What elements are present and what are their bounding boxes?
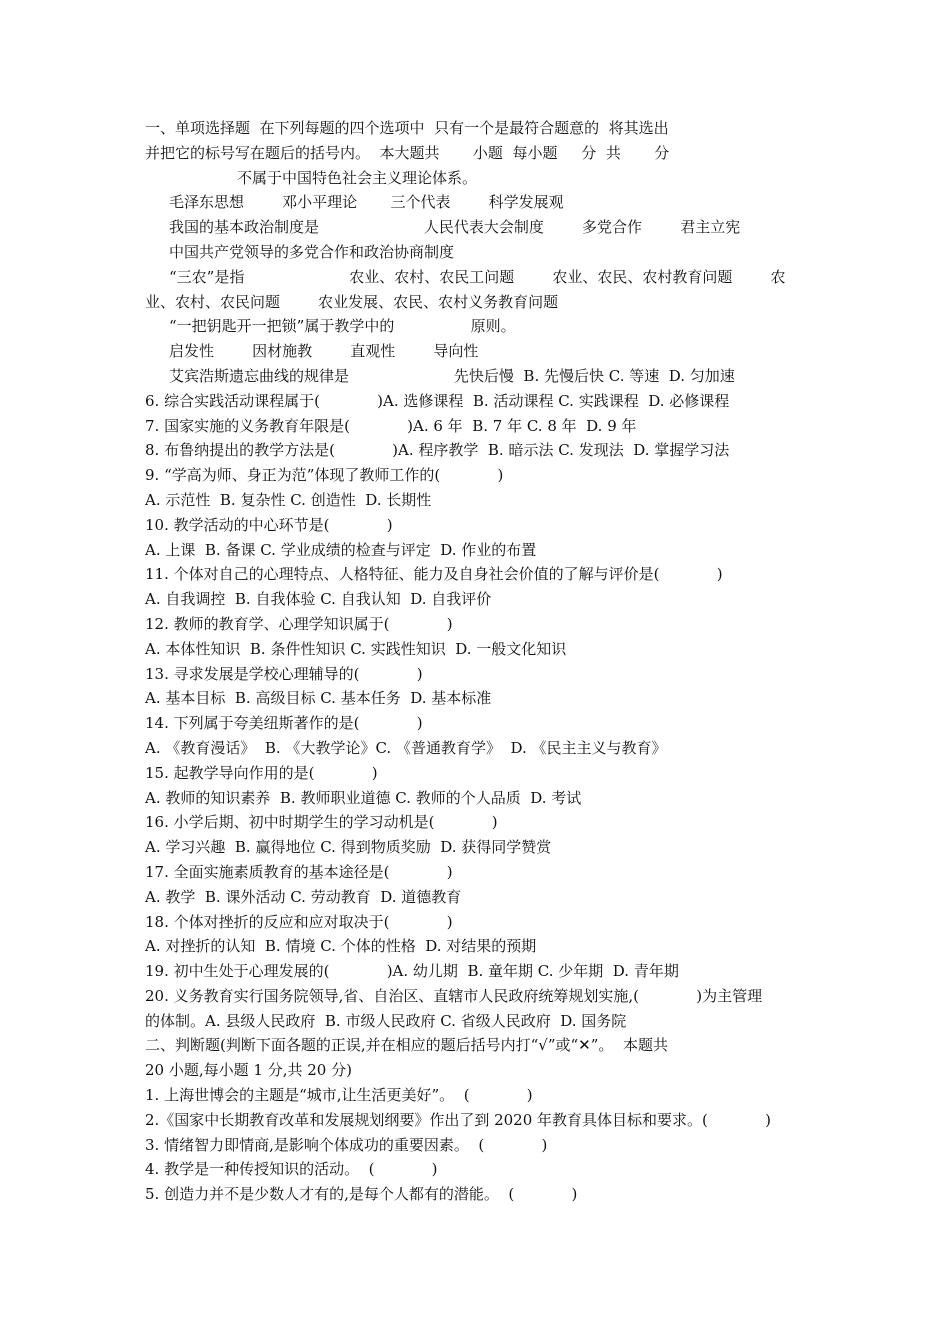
document-line: 的体制。A. 县级人民政府 B. 市级人民政府 C. 省级人民政府 D. 国务院	[145, 1011, 627, 1030]
document-body	[145, 116, 815, 1207]
document-line: 我国的基本政治制度是 人民代表大会制度 多党合作 君主立宪	[169, 218, 741, 237]
document-line: A. 示范性 B. 复杂性 C. 创造性 D. 长期性	[145, 490, 432, 509]
document-line: 13. 寻求发展是学校心理辅导的( )	[145, 664, 423, 683]
document-line: A. 上课 B. 备课 C. 学业成绩的检查与评定 D. 作业的布置	[145, 540, 537, 559]
document-line: 3. 情绪智力即情商,是影响个体成功的重要因素。 ( )	[145, 1135, 548, 1154]
document-line: 二、判断题(判断下面各题的正误,并在相应的题后括号内打“√”或“✕”。 本题共	[145, 1036, 668, 1055]
document-line: A. 学习兴趣 B. 赢得地位 C. 得到物质奖励 D. 获得同学赞赏	[145, 838, 552, 857]
document-line: 11. 个体对自己的心理特点、人格特征、能力及自身社会价值的了解与评价是( )	[145, 565, 723, 584]
document-line: 业、农村、农民问题 农业发展、农民、农村义务教育问题	[145, 292, 559, 311]
document-line: 艾宾浩斯遗忘曲线的规律是 先快后慢 B. 先慢后快 C. 等速 D. 匀加速	[169, 366, 735, 385]
document-line: “三农”是指 农业、农村、农民工问题 农业、农民、农村教育问题 农	[169, 267, 786, 286]
document-line: 17. 全面实施素质教育的基本途径是( )	[145, 862, 453, 881]
document-line: 18. 个体对挫折的反应和应对取决于( )	[145, 912, 453, 931]
document-line: 中国共产党领导的多党合作和政治协商制度	[169, 242, 455, 261]
document-line: A. 《教育漫话》 B. 《大教学论》C. 《普通教育学》 D. 《民主主义与教育》	[145, 738, 667, 757]
document-line: 20. 义务教育实行国务院领导,省、自治区、直辖市人民政府统筹规划实施,( )为主管理	[145, 986, 763, 1005]
document-line: 6. 综合实践活动课程属于( )A. 选修课程 B. 活动课程 C. 实践课程 D. 必修课程	[145, 391, 730, 410]
document-line: 16. 小学后期、初中时期学生的学习动机是( )	[145, 813, 498, 832]
document-line: 并把它的标号写在题后的括号内。 本大题共 小题 每小题 分 共 分	[145, 143, 670, 162]
document-line: 启发性 因材施教 直观性 导向性	[169, 342, 479, 361]
document-line: 1. 上海世博会的主题是“城市,让生活更美好”。 ( )	[145, 1086, 533, 1105]
document-line: A. 对挫折的认知 B. 情境 C. 个体的性格 D. 对结果的预期	[145, 937, 537, 956]
document-line: A. 本体性知识 B. 条件性知识 C. 实践性知识 D. 一般文化知识	[145, 639, 567, 658]
document-line: 毛泽东思想 邓小平理论 三个代表 科学发展观	[169, 193, 564, 212]
document-line: 12. 教师的教育学、心理学知识属于( )	[145, 614, 453, 633]
document-line: 14. 下列属于夸美纽斯著作的是( )	[145, 714, 423, 733]
document-line: 15. 起教学导向作用的是( )	[145, 763, 378, 782]
document-line: “一把钥匙开一把锁”属于教学中的 原则。	[169, 317, 516, 336]
document-line: 19. 初中生处于心理发展的( )A. 幼儿期 B. 童年期 C. 少年期 D. 青年期	[145, 962, 679, 981]
document-line: 4. 教学是一种传授知识的活动。 ( )	[145, 1160, 438, 1179]
document-line: 不属于中国特色社会主义理论体系。	[237, 168, 478, 187]
document-line: A. 教学 B. 课外活动 C. 劳动教育 D. 道德教育	[145, 887, 462, 906]
document-line: A. 自我调控 B. 自我体验 C. 自我认知 D. 自我评价	[145, 590, 492, 609]
document-line: 20 小题,每小题 1 分,共 20 分)	[145, 1061, 352, 1080]
document-line: 8. 布鲁纳提出的教学方法是( )A. 程序教学 B. 暗示法 C. 发现法 D. 掌握学习法	[145, 441, 730, 460]
document-line: 2.《国家中长期教育改革和发展规划纲要》作出了到 2020 年教育具体目标和要求。( )	[145, 1110, 771, 1129]
document-line: A. 基本目标 B. 高级目标 C. 基本任务 D. 基本标准	[145, 689, 492, 708]
document-line: 7. 国家实施的义务教育年限是( )A. 6 年 B. 7 年 C. 8 年 D. 9 年	[145, 416, 637, 435]
document-line: 一、单项选择题 在下列每题的四个选项中 只有一个是最符合题意的 将其选出	[145, 119, 669, 137]
document-line: 10. 教学活动的中心环节是( )	[145, 515, 393, 534]
document-line: A. 教师的知识素养 B. 教师职业道德 C. 教师的个人品质 D. 考试	[145, 788, 582, 807]
document-line: 9. “学高为师、身正为范”体现了教师工作的( )	[145, 466, 504, 485]
document-line: 5. 创造力并不是少数人才有的,是每个人都有的潜能。 ( )	[145, 1185, 578, 1204]
